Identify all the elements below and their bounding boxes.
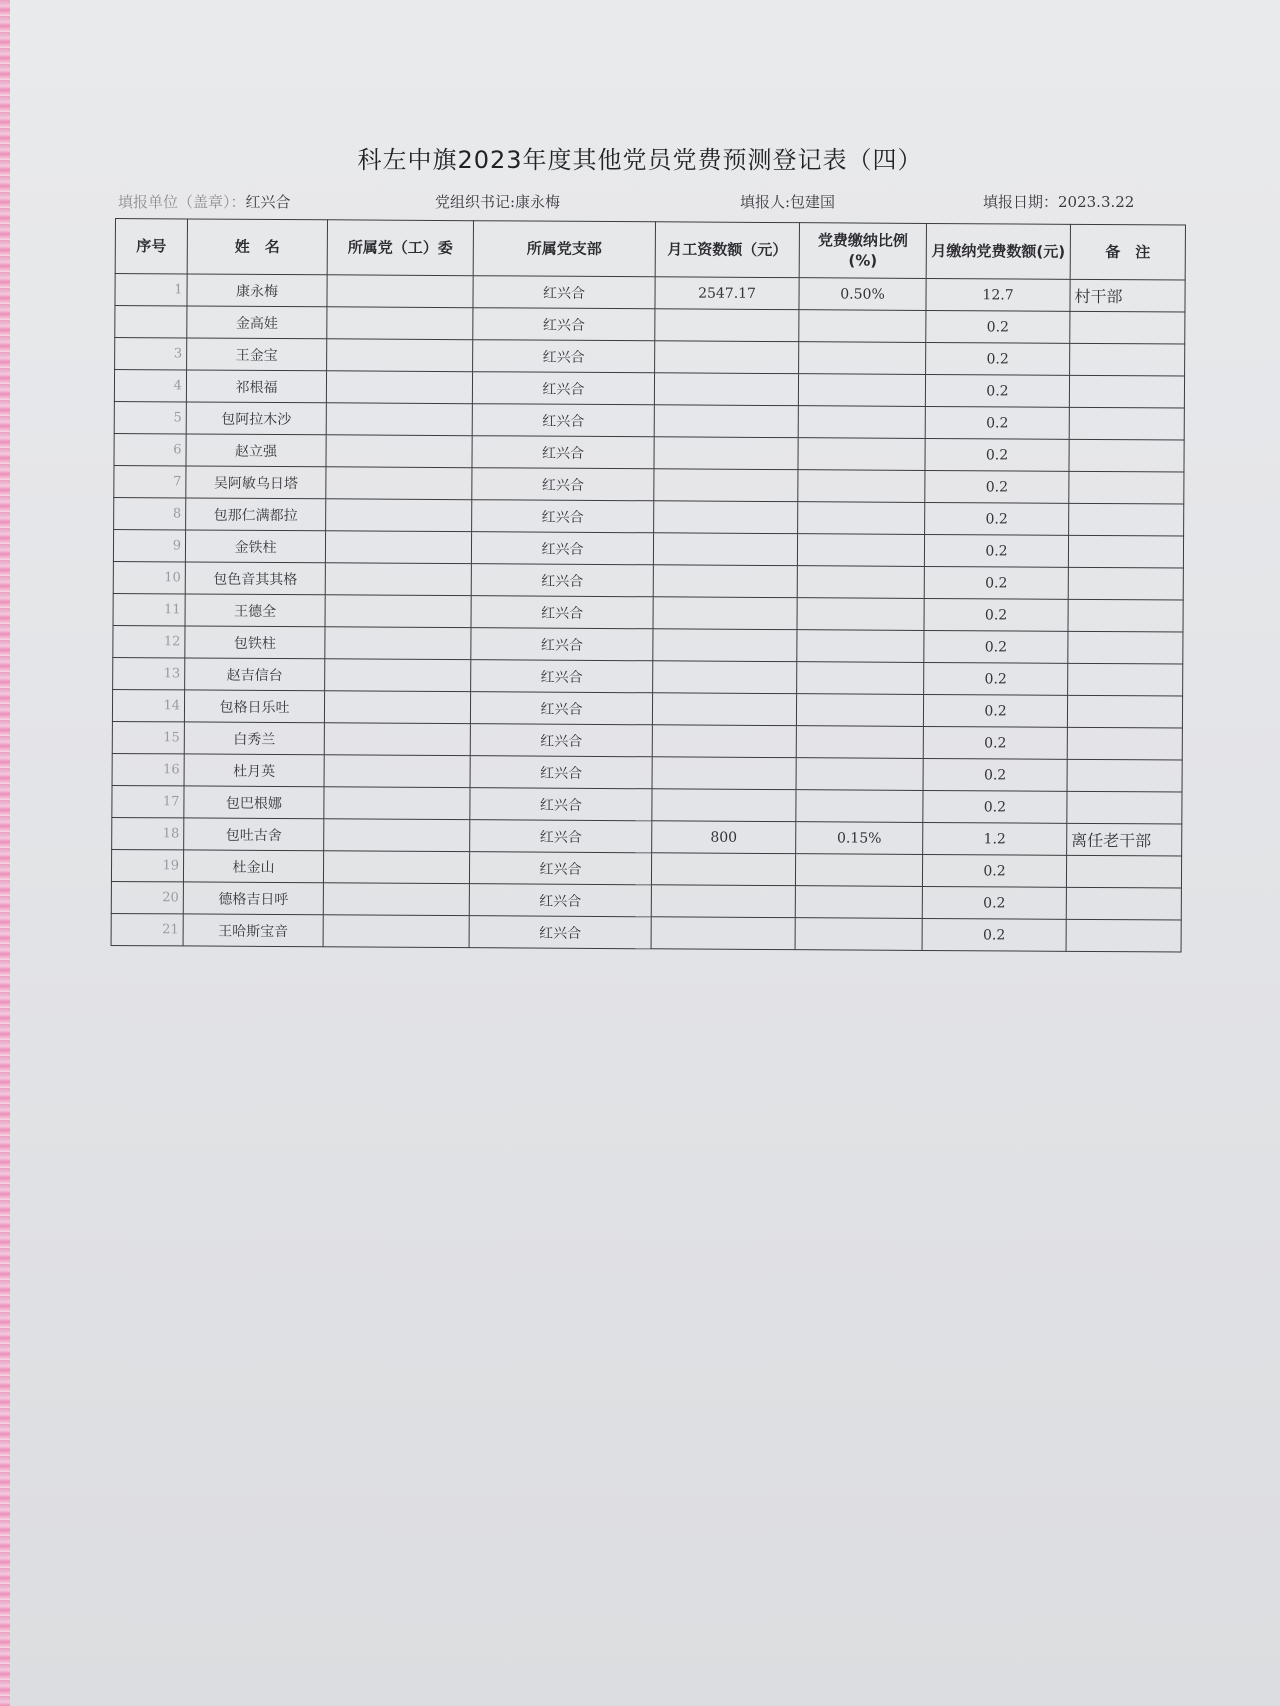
salary-cell: [654, 373, 798, 406]
name-cell: 王哈斯宝音: [183, 914, 323, 947]
committee-cell: [325, 627, 471, 660]
salary-cell: [653, 661, 797, 694]
committee-cell: [326, 371, 472, 404]
name-cell: 白秀兰: [184, 722, 324, 755]
note-cell: [1069, 407, 1184, 440]
fee-cell: 0.2: [924, 662, 1068, 695]
name-cell: 包那仁满都拉: [186, 498, 326, 531]
committee-cell: [326, 403, 472, 436]
rate-cell: [797, 662, 924, 695]
committee-cell: [325, 595, 471, 628]
seq-cell: 17: [112, 785, 184, 817]
note-cell: [1069, 439, 1184, 472]
name-cell: 金高娃: [187, 306, 327, 339]
fee-cell: 0.2: [924, 566, 1068, 599]
salary-cell: [655, 309, 799, 342]
salary-cell: [653, 597, 797, 630]
salary-cell: [652, 789, 796, 822]
form-filler: 填报人:包建国: [740, 193, 836, 211]
salary-cell: [652, 725, 796, 758]
name-cell: 赵吉信台: [185, 658, 325, 691]
committee-cell: [326, 499, 472, 532]
branch-cell: 红兴合: [472, 500, 654, 533]
seq-cell: 7: [114, 465, 186, 497]
seq-cell: 11: [113, 593, 185, 625]
table-row: [111, 913, 1181, 952]
branch-cell: 红兴合: [473, 340, 655, 373]
note-cell: [1070, 343, 1185, 376]
table-header-row: [115, 219, 1185, 281]
salary-cell: 2547.17: [655, 277, 799, 310]
fee-cell: 0.2: [926, 310, 1070, 343]
name-cell: 包阿拉木沙: [186, 402, 326, 435]
note-cell: [1068, 599, 1183, 632]
branch-cell: 红兴合: [470, 820, 652, 853]
committee-cell: [323, 915, 469, 948]
header-seq: 序号: [115, 219, 187, 274]
note-cell: [1069, 471, 1184, 504]
committee-cell: [324, 787, 470, 820]
note-cell: [1068, 663, 1183, 696]
note-cell: [1066, 855, 1181, 888]
branch-cell: 红兴合: [470, 756, 652, 789]
rate-cell: [796, 726, 923, 759]
salary-cell: [651, 885, 795, 918]
branch-cell: 红兴合: [473, 308, 655, 341]
branch-cell: 红兴合: [472, 468, 654, 501]
dues-table: [111, 218, 1186, 953]
branch-cell: 红兴合: [471, 532, 653, 565]
note-cell: [1067, 759, 1182, 792]
name-cell: 包色音其其格: [185, 562, 325, 595]
committee-cell: [324, 723, 470, 756]
branch-cell: 红兴合: [471, 596, 653, 629]
fee-cell: 0.2: [925, 502, 1069, 535]
branch-cell: 红兴合: [471, 628, 653, 661]
salary-cell: [654, 501, 798, 534]
rate-cell: 0.50%: [799, 278, 926, 311]
branch-cell: 红兴合: [473, 276, 655, 309]
seq-cell: 3: [115, 338, 187, 370]
rate-cell: [795, 854, 922, 887]
branch-cell: 红兴合: [470, 788, 652, 821]
branch-cell: 红兴合: [471, 660, 653, 693]
committee-cell: [327, 275, 473, 308]
note-cell: [1067, 791, 1182, 824]
header-fee: 月缴纳党费数额(元): [926, 223, 1070, 279]
branch-cell: 红兴合: [470, 724, 652, 757]
committee-cell: [326, 467, 472, 500]
seq-cell: 13: [113, 657, 185, 689]
seq-cell: 5: [114, 401, 186, 433]
fee-cell: 0.2: [924, 598, 1068, 631]
committee-cell: [323, 851, 469, 884]
fee-cell: 0.2: [922, 886, 1066, 919]
salary-cell: [651, 853, 795, 886]
committee-cell: [324, 819, 470, 852]
fee-cell: 0.2: [925, 374, 1069, 407]
seq-cell: 4: [114, 370, 186, 402]
name-cell: 包吐古舍: [184, 818, 324, 851]
note-cell: [1066, 919, 1181, 952]
header-branch: 所属党支部: [473, 221, 655, 277]
seq-cell: 21: [111, 913, 183, 945]
name-cell: 王德全: [185, 594, 325, 627]
header-note: 备 注: [1070, 224, 1185, 280]
seq-cell: 16: [112, 753, 184, 785]
rate-cell: [797, 534, 924, 567]
salary-cell: [655, 341, 799, 374]
rate-cell: [795, 886, 922, 919]
fee-cell: 0.2: [926, 342, 1070, 375]
rate-cell: [797, 566, 924, 599]
seq-cell: 18: [112, 817, 184, 849]
note-cell: [1068, 567, 1183, 600]
header-rate: 党费缴纳比例(%): [799, 223, 926, 279]
fee-cell: 0.2: [924, 630, 1068, 663]
committee-cell: [325, 531, 471, 564]
rate-cell: [798, 406, 925, 439]
salary-cell: [653, 565, 797, 598]
fee-cell: 0.2: [924, 534, 1068, 567]
reporting-unit-label: 填报单位（盖章）：: [118, 193, 246, 211]
salary-cell: [652, 757, 796, 790]
reporting-unit: [118, 191, 291, 212]
fee-cell: 0.2: [923, 790, 1067, 823]
branch-cell: 红兴合: [471, 564, 653, 597]
seq-cell: 14: [112, 689, 184, 721]
note-cell: [1067, 727, 1182, 760]
branch-cell: 红兴合: [470, 692, 652, 725]
committee-cell: [326, 435, 472, 468]
fee-cell: 0.2: [922, 918, 1066, 951]
name-cell: 赵立强: [186, 434, 326, 467]
fee-cell: 0.2: [925, 438, 1069, 471]
rate-cell: [795, 918, 922, 951]
note-cell: [1070, 311, 1185, 344]
fee-cell: 0.2: [923, 694, 1067, 727]
rate-cell: [798, 470, 925, 503]
seq-cell: 10: [113, 561, 185, 593]
fee-cell: 12.7: [926, 278, 1070, 311]
fee-cell: 0.2: [923, 726, 1067, 759]
rate-cell: 0.15%: [796, 822, 923, 855]
committee-cell: [327, 339, 473, 372]
name-cell: 王金宝: [187, 338, 327, 371]
seq-cell: 12: [113, 625, 185, 657]
committee-cell: [324, 691, 470, 724]
branch-cell: 红兴合: [472, 372, 654, 405]
committee-cell: [324, 755, 470, 788]
header-salary: 月工资数额（元）: [655, 222, 799, 278]
branch-cell: 红兴合: [472, 404, 654, 437]
seq-cell: 20: [111, 881, 183, 913]
seq-cell: 1: [115, 274, 187, 306]
note-cell: [1068, 631, 1183, 664]
committee-cell: [327, 307, 473, 340]
party-secretary: 党组织书记:康永梅: [435, 193, 561, 211]
document-title: 科左中旗2023年度其他党员党费预测登记表（四）: [357, 146, 923, 174]
salary-cell: 800: [652, 821, 796, 854]
header-name: 姓 名: [187, 219, 327, 275]
seq-cell: 9: [113, 529, 185, 561]
salary-cell: [653, 629, 797, 662]
name-cell: 金铁柱: [185, 530, 325, 563]
note-cell: [1068, 535, 1183, 568]
note-cell: 离任老干部: [1067, 823, 1182, 856]
name-cell: 康永梅: [187, 274, 327, 307]
seq-cell: 19: [111, 849, 183, 881]
rate-cell: [798, 502, 925, 535]
committee-cell: [325, 563, 471, 596]
rate-cell: [797, 630, 924, 663]
rate-cell: [798, 438, 925, 471]
salary-cell: [654, 405, 798, 438]
name-cell: 德格吉日呼: [183, 882, 323, 915]
note-cell: [1066, 887, 1181, 920]
note-cell: [1067, 695, 1182, 728]
rate-cell: [796, 790, 923, 823]
branch-cell: 红兴合: [469, 916, 651, 949]
name-cell: 包铁柱: [185, 626, 325, 659]
salary-cell: [654, 437, 798, 470]
fee-cell: 0.2: [922, 854, 1066, 887]
name-cell: 杜月英: [184, 754, 324, 787]
name-cell: 包巴根娜: [184, 786, 324, 819]
branch-cell: 红兴合: [469, 884, 651, 917]
seq-cell: 8: [114, 497, 186, 529]
table-body: [111, 274, 1185, 953]
fee-cell: 1.2: [923, 822, 1067, 855]
rate-cell: [797, 598, 924, 631]
page-edge-decoration: [0, 0, 10, 1706]
fee-cell: 0.2: [923, 758, 1067, 791]
rate-cell: [796, 694, 923, 727]
reporting-unit-value: 红兴合: [245, 193, 291, 211]
fill-date: 填报日期：2023.3.22: [983, 193, 1135, 211]
note-cell: [1069, 375, 1184, 408]
rate-cell: [798, 374, 925, 407]
salary-cell: [653, 533, 797, 566]
name-cell: 吴阿敏乌日塔: [186, 466, 326, 499]
seq-cell: 15: [112, 721, 184, 753]
committee-cell: [325, 659, 471, 692]
committee-cell: [323, 883, 469, 916]
rate-cell: [799, 342, 926, 375]
seq-cell: [115, 306, 187, 338]
salary-cell: [654, 469, 798, 502]
salary-cell: [651, 917, 795, 950]
rate-cell: [796, 758, 923, 791]
branch-cell: 红兴合: [472, 436, 654, 469]
branch-cell: 红兴合: [469, 852, 651, 885]
seq-cell: 6: [114, 433, 186, 465]
name-cell: 祁根福: [186, 370, 326, 403]
note-cell: [1069, 503, 1184, 536]
rate-cell: [799, 310, 926, 343]
name-cell: 包格日乐吐: [184, 690, 324, 723]
fee-cell: 0.2: [925, 406, 1069, 439]
note-cell: 村干部: [1070, 279, 1185, 312]
header-committee: 所属党（工）委: [327, 220, 473, 276]
fee-cell: 0.2: [925, 470, 1069, 503]
salary-cell: [652, 693, 796, 726]
name-cell: 杜金山: [183, 850, 323, 883]
